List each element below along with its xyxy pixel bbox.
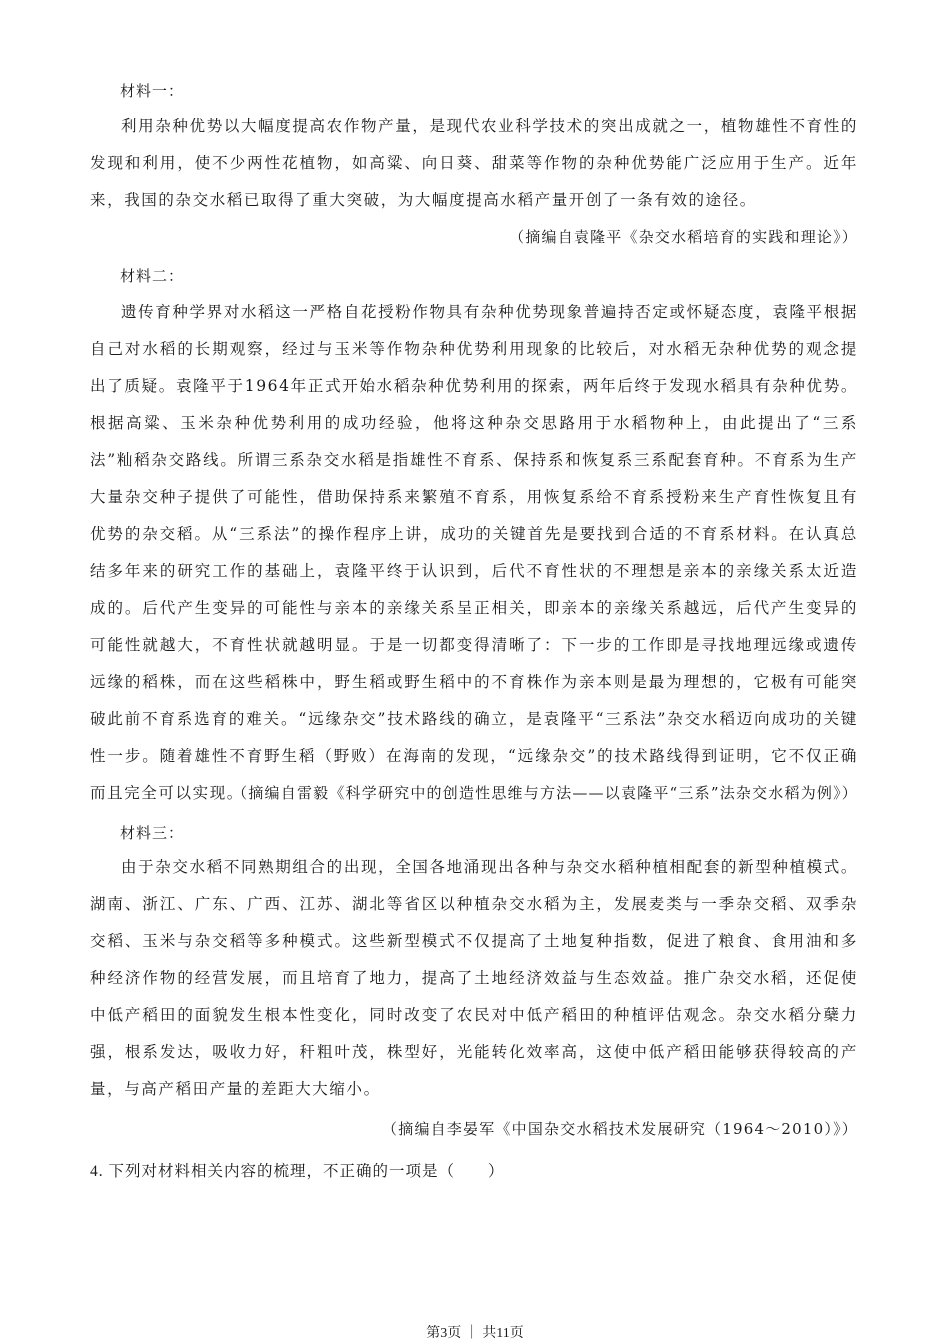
material-2-heading: 材料二： xyxy=(120,267,185,285)
material-2-source: （摘编自雷毅《科学研究中的创造性思维与方法——以袁隆平“三系”法杂交水稻为例》） xyxy=(232,784,858,802)
question-4: 4. 下列对材料相关内容的梳理，不正确的一项是（ ） xyxy=(90,1163,505,1180)
material-1-source: （摘编自袁隆平《杂交水稻培育的实践和理论》） xyxy=(509,228,858,246)
material-2-text: 遗传育种学界对水稻这一严格自花授粉作物具有杂种优势现象普遍持否定或怀疑态度，袁隆平根据自己对水稻的长期观察，经过与玉米等作物杂种优势利用现象的比较后，对水稻无杂种优势的观念提出了质疑。袁隆平于1964年正式开始水稻杂种优势利用的探索，两年后终于发现水稻具有杂种优势。根据高粱、玉米杂种优势利用的成功经验，他将这种杂交思路用于水稻物种上，由此提出了“三系法”籼稻杂交路线。所谓三系杂交水稻是指雄性不育系、保持系和恢复系三系配套育种。不育系为生产大量杂交种子提供了可能性，借助保持系来繁殖不育系，用恢复系给不育系授粉来生产育性恢复且有优势的杂交稻。从“三系法”的操作程序上讲，成功的关键首先是要找到合适的不育系材料。在认真总结多年来的研究工作的基础上，袁隆平终于认识到，后代不育性状的不理想是亲本的亲缘关系太近造成的。后代产生变异的可能性与亲本的亲缘关系呈正相关，即亲本的亲缘关系越远，后代产生变异的可能性就越大，不育性状就越明显。于是一切都变得清晰了：下一步的工作即是寻找地理远缘或遗传远缘的稻株，而在这些稻株中，野生稻或野生稻中的不育株作为亲本则是最为理想的，它极有可能突破此前不育系选育的难关。“远缘杂交”技术路线的确立，是袁隆平“三系法”杂交水稻迈向成功的关键性一步。随着雄性不育野生稻（野败）在海南的发现，“远缘杂交”的技术路线得到证明，它不仅正确而且完全可以实现。 xyxy=(90,303,858,802)
material-1-text: 利用杂种优势以大幅度提高农作物产量，是现代农业科学技术的突出成就之一，植物雄性不育性的发现和利用，使不少两性花植物，如高粱、向日葵、甜菜等作物的杂种优势能广泛应用于生产。近年来，我国的杂交水稻已取得了重大突破，为大幅度提高水稻产量开创了一条有效的途径。 xyxy=(90,117,858,209)
material-3-text: 由于杂交水稻不同熟期组合的出现，全国各地涌现出各种与杂交水稻种植相配套的新型种植模式。湖南、浙江、广东、广西、江苏、湖北等省区以种植杂交水稻为主，发展麦类与一季杂交稻、双季杂交稻、玉米与杂交稻等多种模式。这些新型模式不仅提高了土地复种指数，促进了粮食、食用油和多种经济作物的经营发展，而且培育了地力，提高了土地经济效益与生态效益。推广杂交水稻，还促使中低产稻田的面貌发生根本性变化，同时改变了农民对中低产稻田的种植评估观念。杂交水稻分蘖力强，根系发达，吸收力好，秆粗叶茂，株型好，光能转化效率高，这使中低产稻田能够获得较高的产量，与高产稻田产量的差距大大缩小。 xyxy=(90,858,858,1098)
page-footer: 第3页 ｜ 共11页 xyxy=(426,1326,524,1341)
material-1-heading: 材料一： xyxy=(120,82,185,100)
material-3-source: （摘编自李晏军《中国杂交水稻技术发展研究（1964～2010）》） xyxy=(382,1120,858,1138)
material-3-heading: 材料三： xyxy=(120,824,185,842)
